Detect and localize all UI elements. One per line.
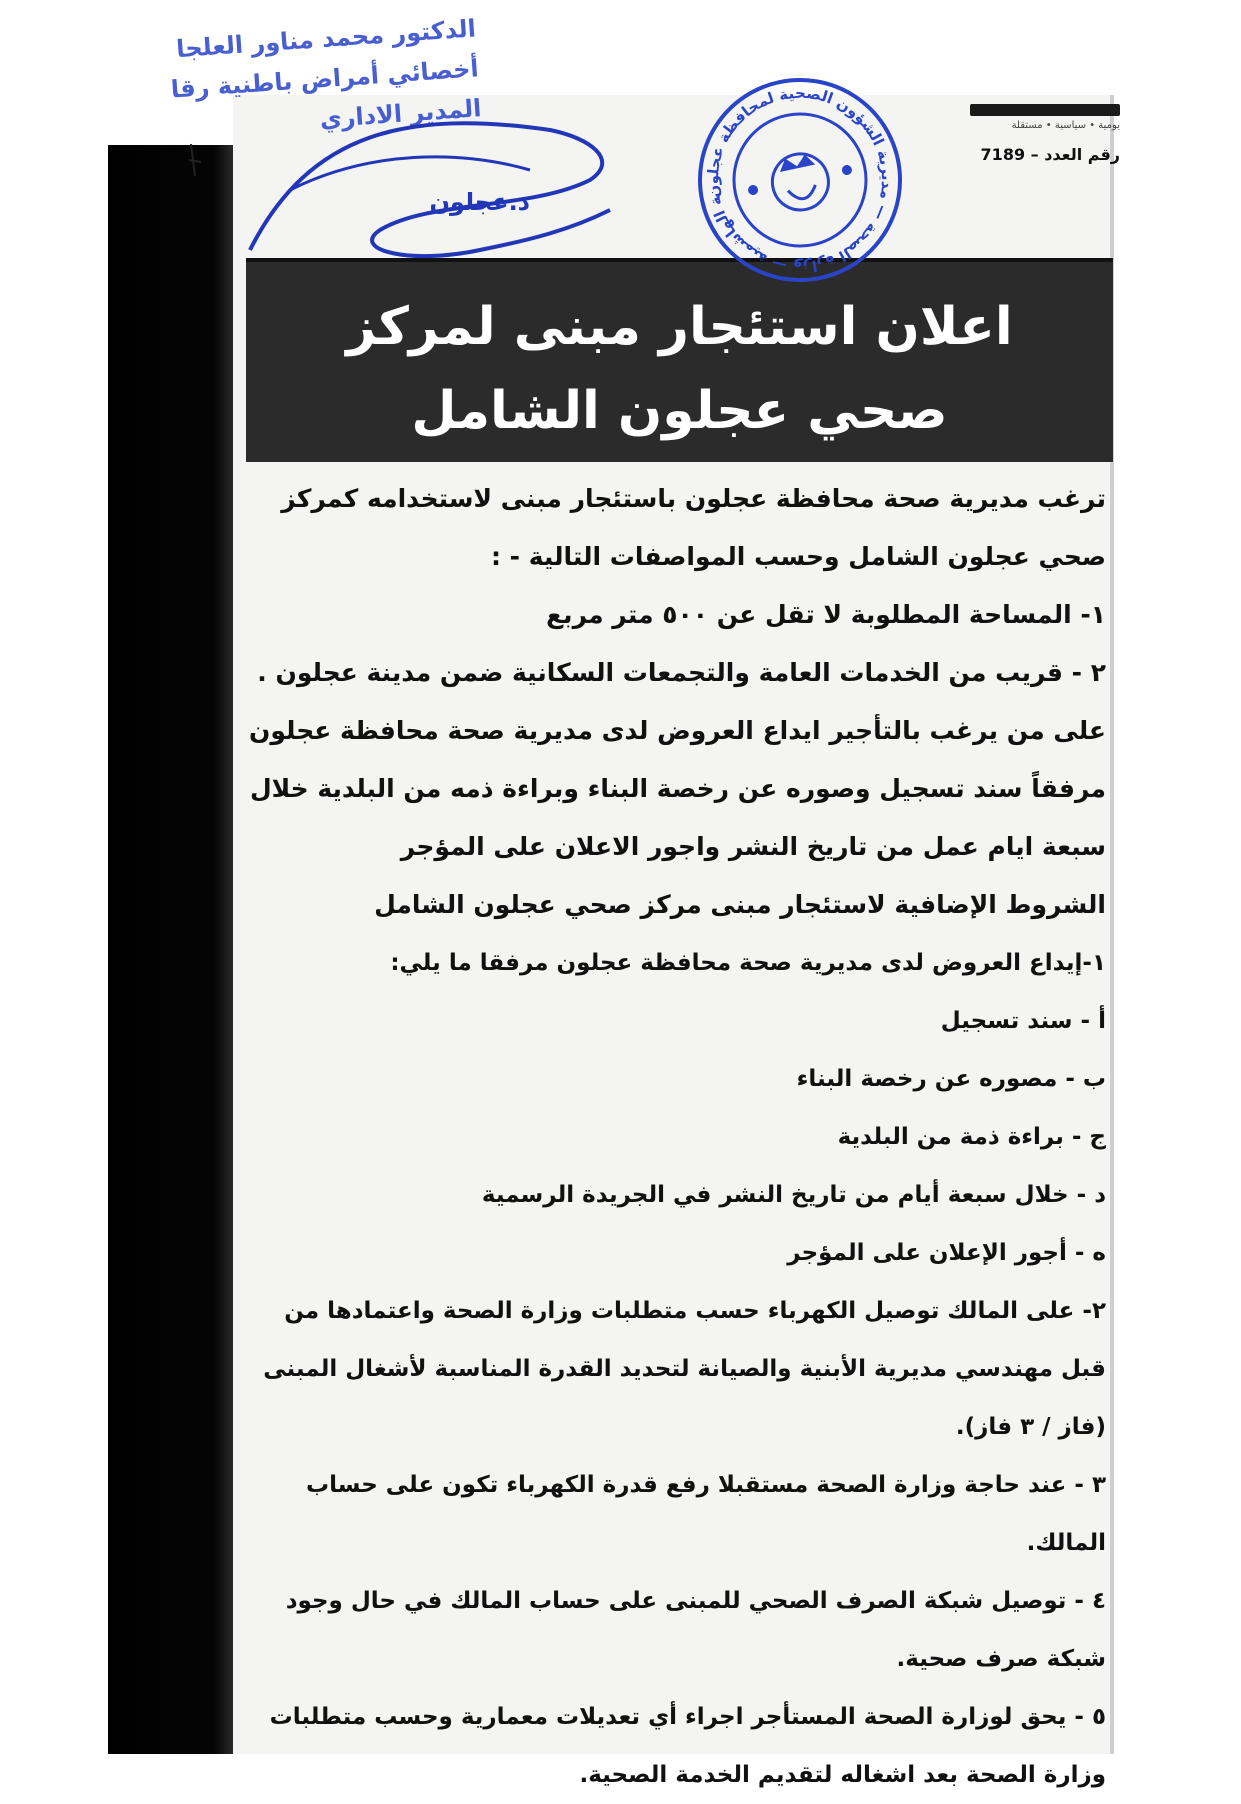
body-line: د - خلال سبعة أيام من تاريخ النشر في الجريدة الرسمية (481, 1182, 1106, 1208)
body-line: مرفقاً سند تسجيل وصوره عن رخصة البناء وبراءة ذمه من البلدية خلال (249, 774, 1106, 803)
doctor-stamp-name: الدكتور محمد مناور العلجا (175, 14, 477, 64)
body-line: ه - أجور الإعلان على المؤجر (787, 1240, 1106, 1266)
crown-emblem-icon (743, 144, 858, 221)
body-line: المالك. (1026, 1530, 1106, 1556)
body-line: ٣ - عند حاجة وزارة الصحة مستقبلا رفع قدرة الكهرباء تكون على حساب (306, 1472, 1106, 1498)
body-line: ٤ - توصيل شبكة الصرف الصحي للمبنى على حساب المالك في حال وجود (285, 1588, 1106, 1614)
masthead-logo-bar (970, 104, 1120, 116)
body-line: صحي عجلون الشامل وحسب المواصفات التالية - : (490, 542, 1106, 571)
body-line: الشروط الإضافية لاستئجار مبنى مركز صحي عجلون الشامل (374, 890, 1106, 919)
body-line: ب - مصوره عن رخصة البناء (796, 1066, 1106, 1092)
scan-dark-edge (108, 145, 233, 1754)
doctor-stamp-title: المدير الاداري (318, 94, 483, 134)
masthead-tagline: يومية • سياسية • مستقلة (1011, 120, 1120, 131)
issue-number: رقم العدد – 7189 (980, 145, 1120, 164)
newspaper-masthead (920, 104, 1120, 176)
announcement-body (246, 470, 1106, 1804)
body-line: ٢ - قريب من الخدمات العامة والتجمعات السكانية ضمن مدينة عجلون . (257, 658, 1106, 687)
ministry-seal-stamp (690, 70, 910, 290)
title-line-2: صحي عجلون الشامل (411, 381, 948, 441)
announcement-title (246, 285, 1113, 453)
seal-ring-text: الاردنية الهاشمية — وزارة الصحة — مديرية الشؤون الصحية لمحافظة عجلون (703, 83, 897, 277)
body-line: (فاز / ٣ فاز). (955, 1414, 1106, 1440)
body-line: ١- المساحة المطلوبة لا تقل عن ٥٠٠ متر مربع (546, 600, 1106, 629)
body-line: وزارة الصحة بعد اشغاله لتقديم الخدمة الصحية. (579, 1762, 1106, 1788)
body-line: ج - براءة ذمة من البلدية (837, 1124, 1106, 1150)
signature-text: د.عجلون (429, 188, 530, 216)
doctor-stamp-specialty: أخصائي أمراض باطنية رقا (169, 54, 480, 104)
body-line: قبل مهندسي مديرية الأبنية والصيانة لتحديد القدرة المناسبة لأشغال المبنى (263, 1356, 1106, 1382)
body-line: ٥ - يحق لوزارة الصحة المستأجر اجراء أي تعديلات معمارية وحسب متطلبات (269, 1704, 1106, 1730)
body-line: على من يرغب بالتأجير ايداع العروض لدى مديرية صحة محافظة عجلون (249, 716, 1106, 745)
body-line: شبكة صرف صحية. (896, 1646, 1106, 1672)
title-line-1: اعلان استئجار مبنى لمركز (346, 297, 1013, 357)
body-line: ١-إيداع العروض لدى مديرية صحة محافظة عجلون مرفقا ما يلي: (390, 950, 1106, 976)
signature (230, 90, 650, 290)
body-line: ترغب مديرية صحة محافظة عجلون باستئجار مبنى لاستخدامه كمركز (281, 484, 1106, 513)
body-line: سبعة ايام عمل من تاريخ النشر واجور الاعلان على المؤجر (400, 832, 1106, 861)
body-line: ٢- على المالك توصيل الكهرباء حسب متطلبات وزارة الصحة واعتمادها من (284, 1298, 1106, 1324)
body-line: أ - سند تسجيل (940, 1008, 1106, 1034)
